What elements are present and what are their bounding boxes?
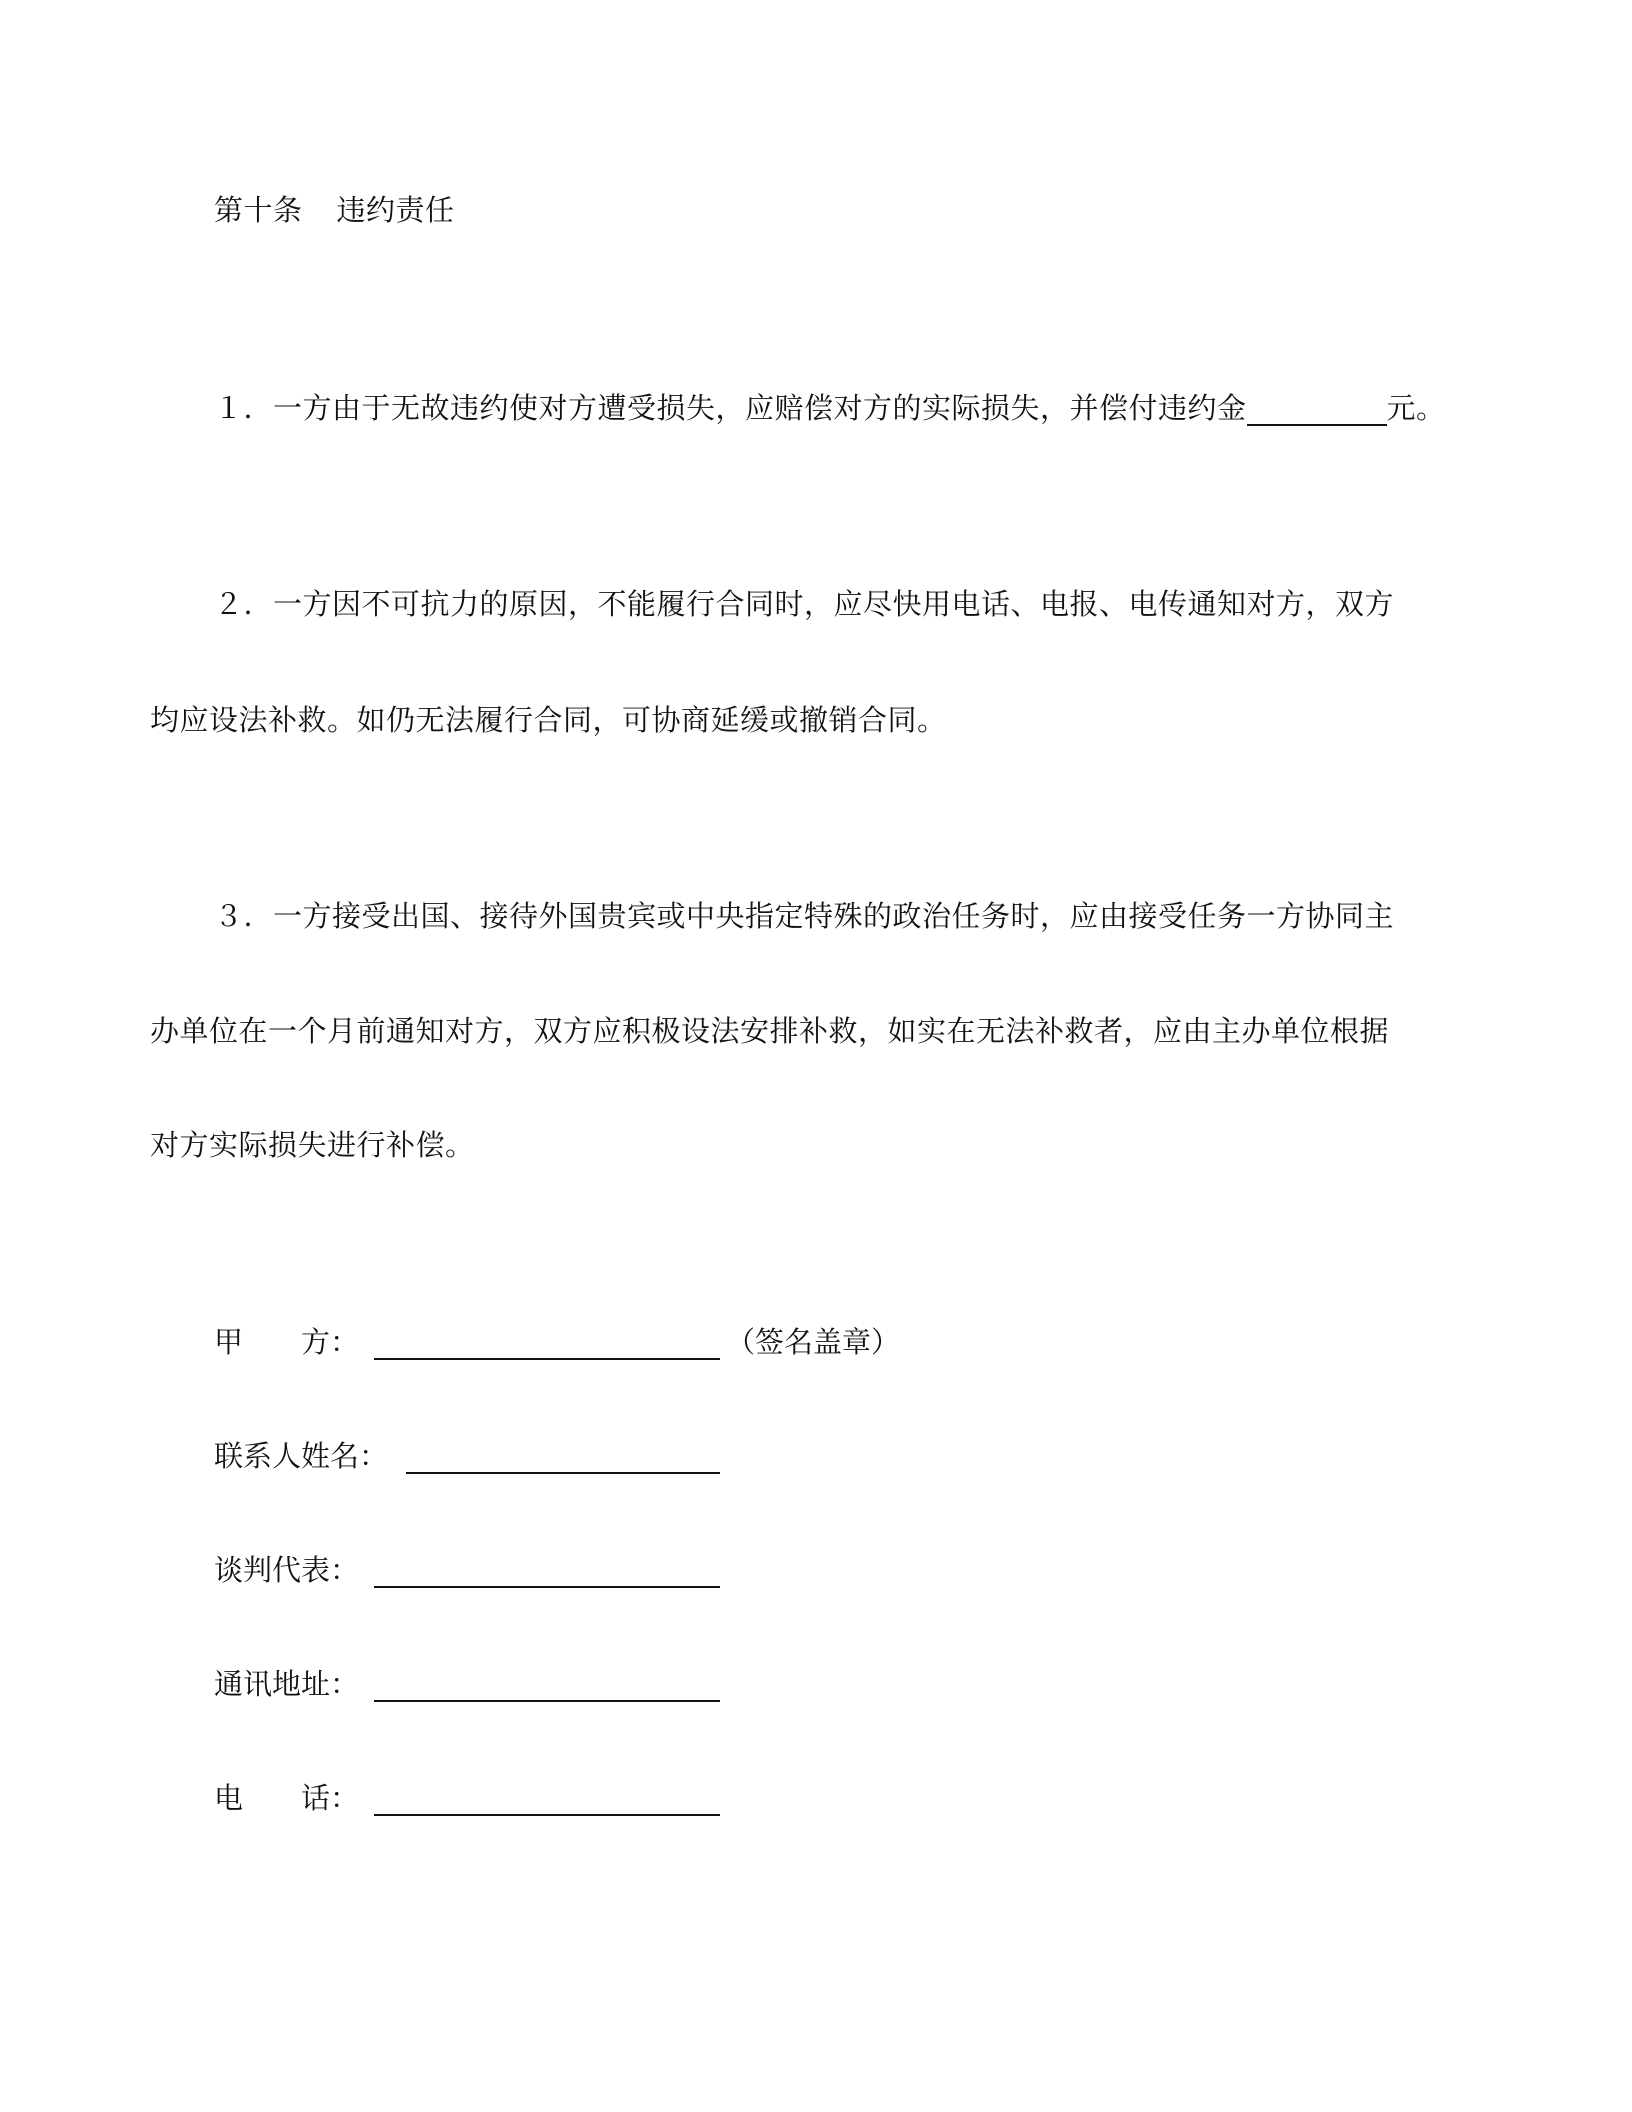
- party-a-label: 甲 方：: [214, 1325, 360, 1359]
- party-a-row: [214, 1322, 1014, 1362]
- negotiator-blank: [374, 1586, 720, 1588]
- address-label: 通讯地址：: [214, 1667, 360, 1701]
- article-title: 违约责任: [336, 193, 455, 227]
- negotiator-label: 谈判代表：: [214, 1553, 360, 1587]
- clause-1: [214, 388, 1446, 428]
- clause-3-line-2: 办单位在一个月前通知对方，双方应积极设法安排补救，如实在无法补救者，应由主办单位根据: [150, 1014, 1390, 1048]
- clause-1-unit: 元。: [1386, 391, 1446, 425]
- article-heading: [214, 190, 455, 230]
- clause-3-line-3: 对方实际损失进行补偿。: [150, 1128, 475, 1162]
- contact-label: 联系人姓名：: [214, 1439, 389, 1473]
- clause-2-line-1: ２．一方因不可抗力的原因，不能履行合同时，应尽快用电话、电报、电传通知对方，双方: [214, 587, 1395, 621]
- phone-row: [214, 1778, 1014, 1818]
- clause-3-line-1: ３．一方接受出国、接待外国贵宾或中央指定特殊的政治任务时，应由接受任务一方协同主: [214, 899, 1395, 933]
- penalty-amount-blank: [1247, 394, 1387, 426]
- party-a-signature-blank: [374, 1358, 720, 1360]
- address-row: [214, 1664, 1014, 1704]
- article-number: 第十条: [214, 193, 303, 227]
- phone-label: 电 话：: [214, 1781, 360, 1815]
- phone-blank: [374, 1814, 720, 1816]
- clause-1-text: １．一方由于无故违约使对方遭受损失，应赔偿对方的实际损失，并偿付违约金: [214, 391, 1247, 425]
- address-blank: [374, 1700, 720, 1702]
- party-a-signature-note: （签名盖章）: [726, 1325, 901, 1359]
- negotiator-row: [214, 1550, 1014, 1590]
- clause-2-line-2: 均应设法补救。如仍无法履行合同，可协商延缓或撤销合同。: [150, 703, 947, 737]
- contact-name-blank: [406, 1472, 720, 1474]
- contact-row: [214, 1436, 1014, 1476]
